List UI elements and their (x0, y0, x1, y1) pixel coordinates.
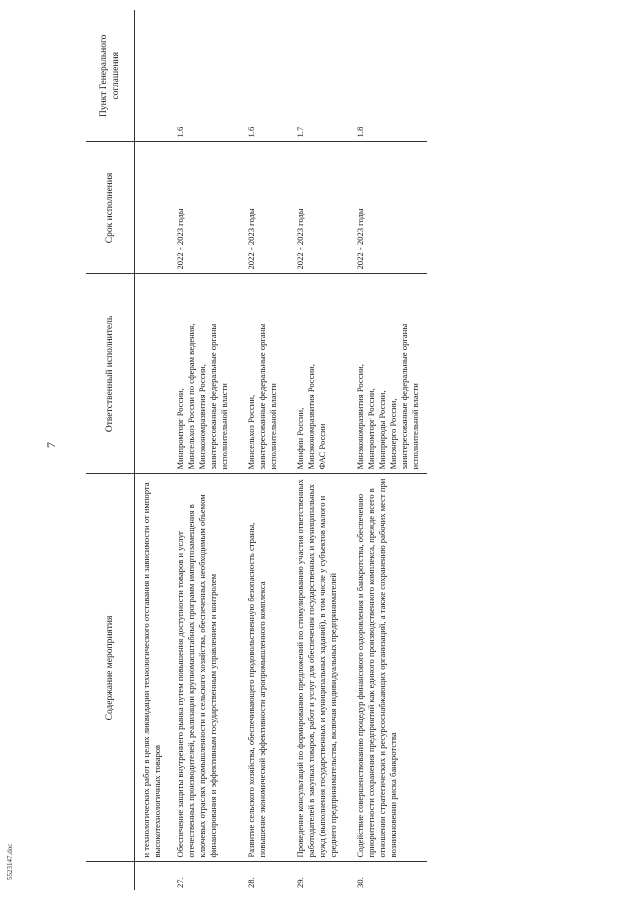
row-num: 28. (246, 877, 256, 888)
row-term (135, 142, 166, 274)
row-executor (345, 274, 427, 474)
row-executor (165, 274, 236, 474)
table-row (165, 10, 236, 890)
header-point: Пункт Генерального соглашения (86, 10, 135, 142)
table-row-continuation (135, 10, 166, 890)
row-term: 2022 - 2023 годы (165, 142, 236, 274)
executor-line: Минпромторг России, (366, 388, 376, 470)
row-content: Содействие совершенствованию процедур финансового оздоровления и банкротства, обеспечению приоритетности сохранения предприятий как единого производственного комплекса, прежде всего в отношении стратегических и ресурсоснабжающих организаций, а также сохранению рабочих мест при возникновении риска банкротства (345, 474, 427, 862)
row-point: 1.6 (236, 10, 285, 142)
row-term: 2022 - 2023 годы (236, 142, 285, 274)
document-id: 5523147.doc (6, 843, 14, 880)
row-num: 29. (295, 877, 305, 888)
row-point: 1.8 (345, 10, 427, 142)
row-executor (236, 274, 285, 474)
executor-line: Минэкономразвития России, (197, 364, 207, 470)
header-executor: Ответственный исполнитель (86, 274, 135, 474)
row-term: 2022 - 2023 годы (345, 142, 427, 274)
row-executor (285, 274, 345, 474)
executor-line: Минприроды России, (377, 390, 387, 470)
executor-line: Минэнерго России, (388, 398, 398, 470)
executor-line: Минфин России, (295, 407, 305, 470)
row-point: 1.6 (165, 10, 236, 142)
executor-line: Минэкономразвития России, (355, 364, 365, 470)
row-executor (135, 274, 166, 474)
executor-line: Минсельхоз России по сферам ведения, (186, 323, 196, 470)
table-row (285, 10, 345, 890)
measures-table (86, 10, 427, 890)
row-content: Обеспечение защиты внутреннего рынка путем повышения доступности товаров и услуг отечественных производителей, реализации крупномасштабных программ импортозамещения в ключевых отраслях промышленности и сельского хозяйства, обеспеченных необходимым объемом финансирования и эффективным государственным управлением и контролем (165, 474, 236, 862)
executor-line: заинтересованные федеральные органы исполнительной власти (399, 323, 420, 470)
header-num (86, 862, 135, 890)
executor-line: Минэкономразвития России, (306, 364, 316, 470)
row-term: 2022 - 2023 годы (285, 142, 345, 274)
row-content: Развитие сельского хозяйства, обеспечивающего продовольственную безопасность страны, повышение экономической эффективности агропромышленного комплекса (236, 474, 285, 862)
row-num (135, 862, 166, 890)
table-row (345, 10, 427, 890)
executor-line: ФАС России (317, 423, 327, 470)
page-number: 7 (44, 442, 58, 448)
table-header-row (86, 10, 135, 890)
executor-line: Минпромторг России, (175, 388, 185, 470)
row-point: 1.7 (285, 10, 345, 142)
executor-line: заинтересованные федеральные органы исполнительной власти (257, 323, 278, 470)
row-content: и технологических работ в целях ликвидации технологического отставания и зависимости от импорта высокотехнологичных товаров (135, 474, 166, 862)
executor-line: заинтересованные федеральные органы исполнительной власти (208, 323, 229, 470)
table-row (236, 10, 285, 890)
executor-line: Минсельхоз России, (246, 394, 256, 470)
rotated-table-canvas (86, 10, 606, 890)
row-num: 27. (175, 877, 185, 888)
row-num: 30. (355, 877, 365, 888)
row-content: Проведение консультаций по формированию предложений по стимулированию участия ответственных работодателей в закупках товаров, работ и услуг для обеспечения государственных и муниципальных нужд (выполнения государственных и муниципальных заданий), в том числе у субъектов малого и среднего предпринимательства, включая индивидуальных предпринимателей (285, 474, 345, 862)
header-content: Содержание мероприятия (86, 474, 135, 862)
header-term: Срок исполнения (86, 142, 135, 274)
row-point (135, 10, 166, 142)
